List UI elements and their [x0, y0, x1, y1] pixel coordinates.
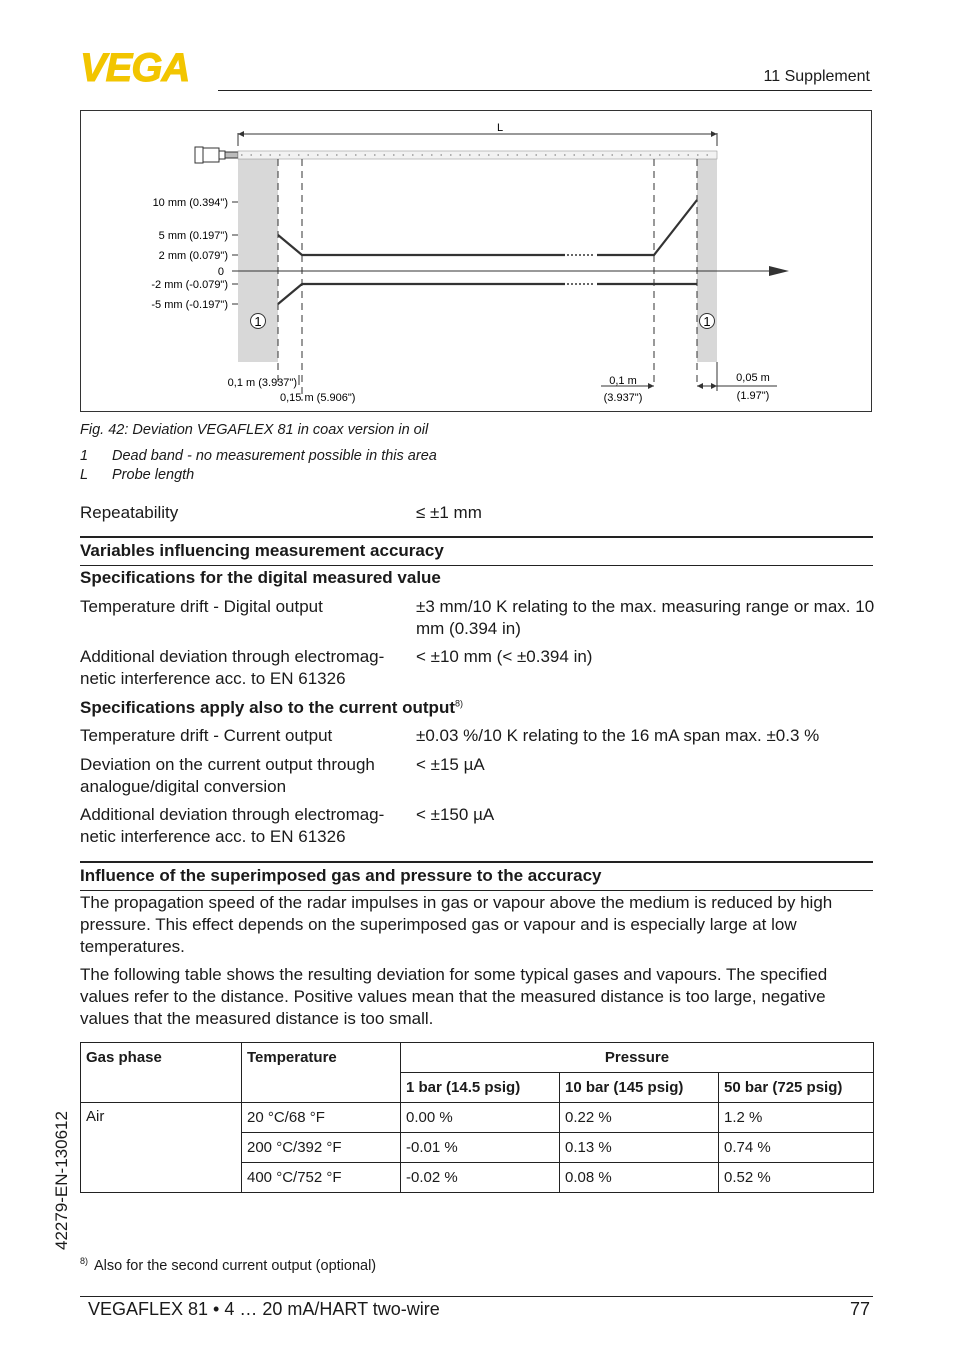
cell-value: 0.22 % — [560, 1103, 719, 1133]
document-id: 42279-EN-130612 — [52, 1111, 71, 1250]
header-pressure: Pressure — [401, 1043, 874, 1073]
footer-title: VEGAFLEX 81 • 4 … 20 mA/HART two-wire — [88, 1299, 440, 1319]
cell-value: 1.2 % — [719, 1103, 874, 1133]
dim-label-end-0-1m: 0,1 m — [609, 375, 637, 387]
upper-deviation-curve — [278, 235, 565, 255]
repeatability-row: Repeatability ≤ ±1 mm — [80, 503, 482, 522]
dim-label-0-1m: 0,1 m (3.937") — [227, 377, 297, 389]
row-temp-drift-current: Temperature drift - Current output ±0.03 %/10 K relating to the 16 mA span max. ±0.3 % — [80, 726, 820, 745]
row-emi-digital: Additional deviation through electromag-netic interference acc. to EN 61326 < ±10 mm (< ±0.394 in) — [80, 647, 593, 688]
dim-label-0-15m: 0,15 m (5.906") — [280, 392, 356, 404]
lower-deviation-curve — [278, 284, 565, 304]
header-rule — [218, 90, 872, 91]
heading-gas: Influence of the superimposed gas and pressure to the accuracy — [80, 866, 602, 885]
gas-deviation-table — [80, 1042, 874, 1193]
section-rule-gas — [80, 861, 873, 863]
cell-value: 0.74 % — [719, 1133, 874, 1163]
header-10bar: 10 bar (145 psig) — [560, 1073, 719, 1103]
section-label: 11 Supplement — [763, 68, 870, 85]
header-1bar: 1 bar (14.5 psig) — [401, 1073, 560, 1103]
paragraph-gas-intro: The propagation speed of the radar impulses in gas or vapour above the medium is reduced by high pressure. This effect depends on the superimposed gas or vapour and is especially large at low temperatures. — [80, 893, 833, 956]
header-50bar: 50 bar (725 psig) — [719, 1073, 874, 1103]
axis-arrow — [769, 266, 789, 276]
footnote: $^{8)}$ Also for the second current output (optional) — [80, 1256, 377, 1274]
header-temperature: Temperature — [242, 1043, 401, 1103]
row-ad-conversion: Deviation on the current output through analogue/digital conversion < ±15 µA — [80, 755, 485, 796]
header-gas-phase: Gas phase — [81, 1043, 242, 1103]
cell-value: -0.01 % — [401, 1133, 560, 1163]
cell-value: 0.08 % — [560, 1163, 719, 1193]
heading-digital: Specifications for the digital measured value — [80, 568, 441, 587]
footer-rule — [80, 1296, 873, 1297]
y-label-5mm: 5 mm (0.197") — [158, 230, 228, 242]
marker-text-left: 1 — [254, 314, 262, 329]
dead-band-left — [238, 154, 278, 362]
probe-head — [195, 147, 238, 163]
subsection-rule — [80, 565, 873, 566]
y-label-zero: 0 — [217, 266, 224, 278]
y-label-minus-5mm: -5 mm (-0.197") — [151, 299, 228, 311]
y-label-10mm: 10 mm (0.394") — [152, 197, 228, 209]
cell-value: 0.13 % — [560, 1133, 719, 1163]
figure-caption: Fig. 42: Deviation VEGAFLEX 81 in coax version in oil — [80, 422, 429, 438]
paragraph-table-intro: The following table shows the resulting deviation for some typical gases and vapours. The specified values refer to the distance. Positive values mean that the measured distance is too large, negative values that the measured distance is too small. — [80, 965, 828, 1028]
page-number: 77 — [849, 1299, 870, 1319]
y-label-minus-2mm: -2 mm (-0.079") — [151, 279, 228, 291]
deviation-diagram — [81, 111, 873, 413]
cell-value: 0.00 % — [401, 1103, 560, 1133]
legend-item-l: L Probe length — [80, 467, 195, 483]
dim-label-0-05m: 0,05 m — [736, 372, 770, 384]
dead-band-right — [697, 154, 717, 362]
subsection-rule-gas — [80, 890, 873, 891]
y-label-2mm: 2 mm (0.079") — [158, 250, 228, 262]
heading-current: Specifications apply also to the current output$^{8)}$ — [80, 698, 464, 717]
cell-value: -0.02 % — [401, 1163, 560, 1193]
legend-item-1: 1 Dead band - no measurement possible in this area — [80, 448, 437, 464]
probe-rod — [238, 151, 717, 159]
dim-label-end-3-937in: (3.937") — [603, 392, 643, 404]
svg-text:VEGA: VEGA — [80, 48, 190, 88]
deviation-figure — [80, 110, 872, 412]
section-rule — [80, 536, 873, 538]
length-label: L — [497, 122, 504, 134]
row-temp-drift-digital: Temperature drift - Digital output ±3 mm/10 K relating to the max. measuring range or max. 10 mm (0.394 in) — [80, 597, 875, 638]
heading-variables: Variables influencing measurement accuracy — [80, 541, 444, 560]
cell-temp: 200 °C/392 °F — [242, 1133, 401, 1163]
cell-temp: 20 °C/68 °F — [242, 1103, 401, 1133]
cell-temp: 400 °C/752 °F — [242, 1163, 401, 1193]
cell-value: 0.52 % — [719, 1163, 874, 1193]
table-row — [81, 1103, 874, 1133]
row-emi-current: Additional deviation through electromag-netic interference acc. to EN 61326 < ±150 µA — [80, 805, 495, 846]
cell-gas-air: Air — [81, 1103, 242, 1193]
dim-label-1-97in: (1.97") — [736, 390, 770, 402]
table-header-row — [81, 1043, 874, 1073]
vega-logo — [80, 48, 215, 88]
marker-text-right: 1 — [703, 314, 711, 329]
